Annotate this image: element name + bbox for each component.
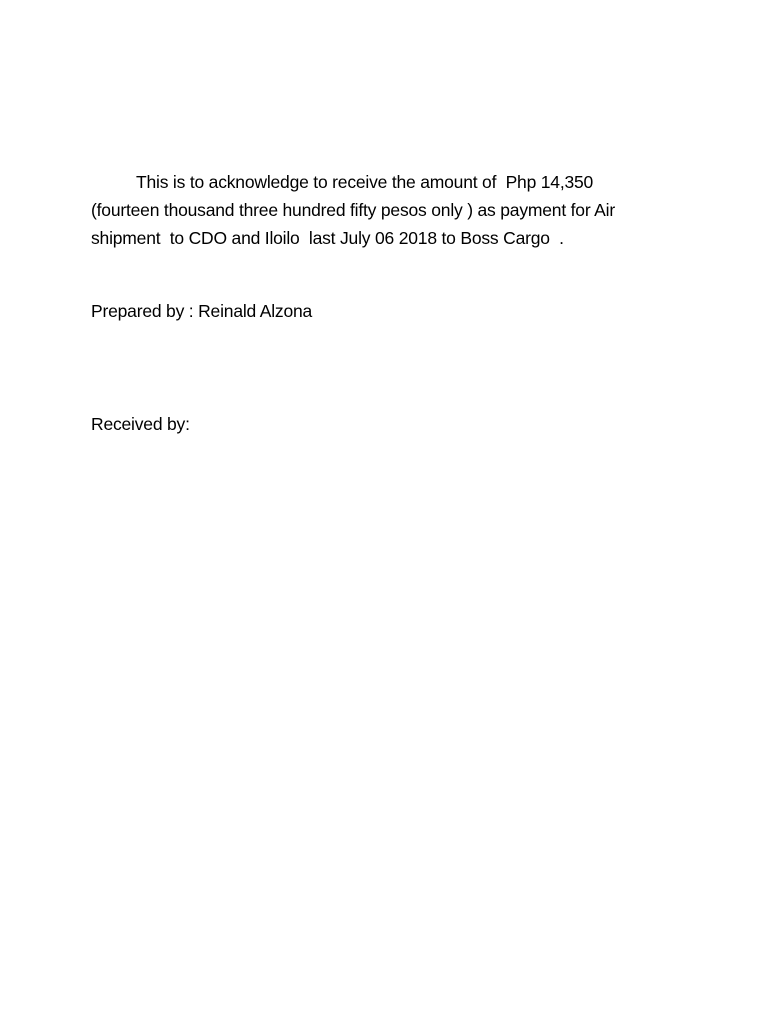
acknowledgement-line-3: shipment to CDO and Iloilo last July 06 2018 to Boss Cargo . xyxy=(91,228,564,248)
acknowledgement-line-2: (fourteen thousand three hundred fifty pesos only ) as payment for Air xyxy=(91,200,615,220)
acknowledgement-line-1: This is to acknowledge to receive the amount of Php 14,350 xyxy=(136,172,594,192)
prepared-by-line: Prepared by : Reinald Alzona xyxy=(91,301,313,321)
received-by-line: Received by: xyxy=(91,414,190,434)
